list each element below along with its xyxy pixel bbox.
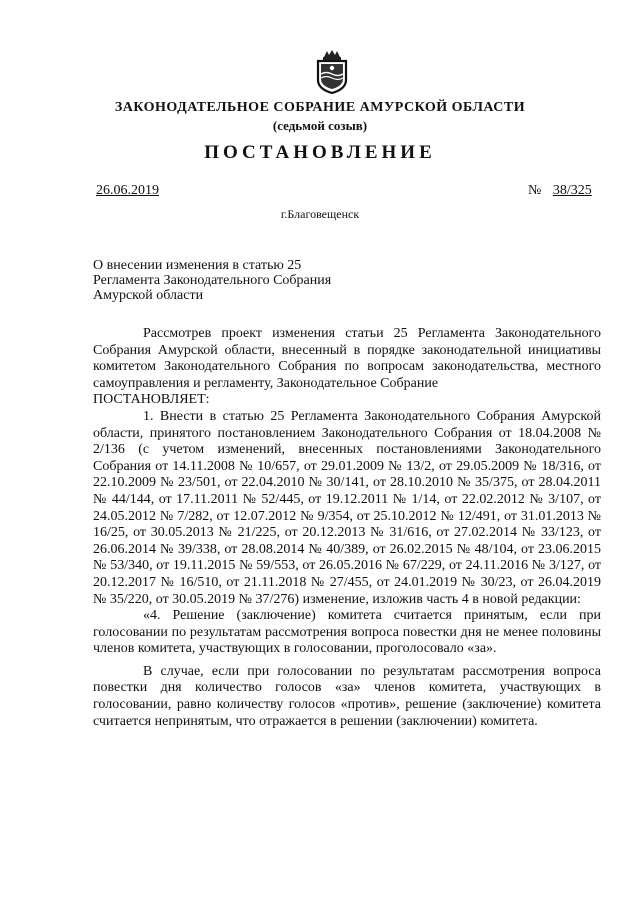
coat-of-arms-icon xyxy=(315,48,349,94)
organization-title: ЗАКОНОДАТЕЛЬНОЕ СОБРАНИЕ АМУРСКОЙ ОБЛАСТИ xyxy=(114,100,526,115)
document-number xyxy=(528,183,592,199)
quoted-part-4-paragraph: «4. Решение (заключение) комитета считается принятым, если при голосовании по результатам рассмотрения вопроса повестки дня не менее половины членов комитета, участвующих в голосовании, проголосовало «за». xyxy=(93,608,601,657)
quoted-part-4-continuation: В случае, если при голосовании по результатам рассмотрения вопроса повестки дня количество голосов «за» членов комитета, участвующих в голосовании, равно количеству голосов «против», решение (заключение) комитета считается непринятым, что отражается в решении (заключении) комитета. xyxy=(93,663,601,729)
number-sign: № xyxy=(528,183,542,198)
document-subject: О внесении изменения в статью 25 Регламента Законодательного Собрания Амурской области xyxy=(93,258,332,303)
convocation-label: (седьмой созыв) xyxy=(272,118,368,133)
document-date: 26.06.2019 xyxy=(96,183,159,198)
number-value: 38/325 xyxy=(552,183,592,198)
preamble-paragraph: Рассмотрев проект изменения статьи 25 Регламента Законодательного Собрания Амурской области, внесенный в порядке законодательной инициативы комитетом Законодательного Собрания по вопросам законодательства, местного самоуправления и регламенту, Законодательное Собрание xyxy=(93,326,601,391)
document-type-title: ПОСТАНОВЛЕНИЕ xyxy=(204,142,436,163)
document-body xyxy=(93,326,601,730)
item-1-paragraph: 1. Внести в статью 25 Регламента Законодательного Собрания Амурской области, принятого постановлением Законодательного Собрания от 18.04.2008 № 2/136 (с учетом изменений, внесенных постановлениями Законодательного Собрания от 14.11.2008 № 10/657, от 29.01.2009 № 13/2, от 29.05.2009 № 18/316, от 22.10.2009 № 23/501, от 22.04.2010 № 30/141, от 28.10.2010 № 35/375, от 28.04.2011 № 44/144, от 17.11.2011 № 52/445, от 19.12.2011 № 1/14, от 22.02.2012 № 3/107, от 24.05.2012 № 7/282, от 12.07.2012 № 9/354, от 25.10.2012 № 12/491, от 31.01.2013 № 16/25, от 30.05.2013 № 21/225, от 20.12.2013 № 31/616, от 27.02.2014 № 33/123, от 26.06.2014 № 39/338, от 28.08.2014 № 40/389, от 26.02.2015 № 48/104, от 23.06.2015 № 53/340, от 19.11.2015 № 59/553, от 26.05.2016 № 67/229, от 24.11.2016 № 3/127, от 20.12.2017 № 16/510, от 21.11.2018 № 27/455, от 24.01.2019 № 30/23, от 26.04.2019 № 35/220, от 30.05.2019 № 37/276) изменение, изложив часть 4 в новой редакции: xyxy=(93,408,601,607)
resolves-heading: ПОСТАНОВЛЯЕТ: xyxy=(93,392,210,408)
city-label: г.Благовещенск xyxy=(280,207,360,221)
